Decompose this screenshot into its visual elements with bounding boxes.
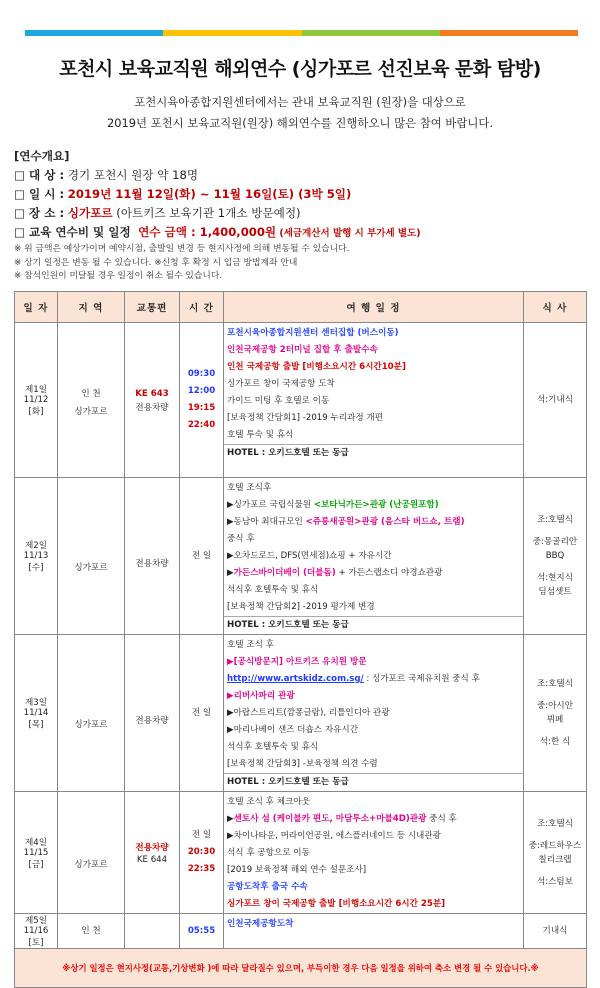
meal-cell (524, 635, 587, 792)
day-cell (15, 635, 58, 792)
header-date: 일 자 (15, 292, 58, 323)
transport-cell (125, 914, 180, 949)
header-schedule: 여 행 일 정 (224, 292, 524, 323)
plan-line: 석식후 호텔투숙 및 휴식 (227, 742, 319, 752)
region-start (58, 836, 124, 858)
date-value: 2019년 11월 12일(화) ~ 11월 16일(토) (3박 5일) (67, 187, 352, 201)
plan-line: 인천 국제공항 출발 [비행소요시간 6시간10분] (227, 362, 406, 372)
day-date: 11/16 (23, 926, 49, 936)
time-cell (180, 914, 224, 949)
day-label: 제2일 (24, 541, 48, 551)
day-dow: [금] (28, 859, 44, 870)
time-cell (180, 635, 224, 792)
time-value: 19:15 (187, 403, 216, 413)
day-dow: [수] (28, 563, 44, 573)
overview-heading: [연수개요] (14, 149, 70, 163)
intro-line: 포천시육아종합지원센터에서는 관내 보육교직원 (원장)을 대상으로 (134, 95, 466, 109)
plan-line: 공항도착후 출국 수속 (227, 882, 308, 892)
transport-flight: 전용차량 (135, 842, 169, 853)
table-row (15, 478, 587, 635)
plan-line: ▶차이나타운, 머라이언공원, 에스플러네이드 등 시내관광 (227, 831, 441, 841)
table-row (15, 323, 587, 478)
cost-value: 연수 금액 : 1,400,000원 (138, 225, 277, 239)
plan-line: 인천국제공항 2터미널 집합 후 출발수속 (227, 345, 378, 355)
meal-text (524, 831, 586, 839)
day-date: 11/13 (23, 551, 49, 561)
plan-line: ▶싱가포르 국립식물원 <보타닉가든>관광 (난공원포함) (227, 500, 439, 510)
cost-label: □ 교육 연수비 및 일정 (14, 225, 131, 239)
transport-bus: 전용차량 (135, 403, 169, 413)
transport-cell (125, 792, 180, 914)
hotel-line: HOTEL : 오키드호텔 또는 동급 (224, 616, 523, 634)
plan-line: ▶센토사 섬 (케이블카 편도, 마담투소+마블4D)관광 중식 후 (227, 814, 457, 824)
plan-cell (224, 323, 524, 478)
meal-text: 딤섬셋트 (538, 587, 572, 597)
plan-line: 호텔 조식후 (227, 483, 272, 493)
overview-section (14, 148, 594, 284)
transport-bus: 전용차량 (135, 559, 169, 569)
table-row (15, 914, 587, 949)
target-row (14, 166, 594, 185)
color-bar-orange (440, 30, 578, 36)
time-cell (180, 478, 224, 635)
region-cell (58, 792, 125, 914)
color-bar-blue (25, 30, 163, 36)
plan-line: ▶가든스바이더베이 (더블돔) + 가든스랩소디 야경쇼관광 (227, 568, 443, 578)
meal-text: BBQ (545, 551, 565, 561)
region-cell (58, 635, 125, 792)
header-region: 지 역 (58, 292, 125, 323)
meal-text: 석:한 식 (539, 737, 571, 747)
plan-line: ▶동남아 최대규모인 <쥬롱새공원>관광 (음스타 버드쇼, 트램) (227, 517, 465, 527)
target-label: □ 대 상 : (14, 168, 65, 182)
day-label: 제3일 (24, 698, 48, 708)
cost-note: (세금계산서 발행 시 부가세 별도) (276, 228, 421, 239)
meal-text: 칠리크랩 (538, 854, 572, 865)
meal-text: 기내식 (542, 926, 568, 936)
plan-line: 호텔 조식 후 체크아웃 (227, 797, 310, 807)
time-cell (180, 323, 224, 478)
region-end: 싱가포르 (74, 407, 108, 417)
meal-cell (524, 914, 587, 949)
notes (14, 243, 594, 284)
meal-text: 중:레드하우스 (528, 840, 582, 851)
itinerary-table (14, 291, 587, 988)
region-start (58, 696, 124, 718)
header-meal: 식 사 (524, 292, 587, 323)
color-bar (25, 30, 578, 36)
header-transport: 교통편 (125, 292, 180, 323)
footer-row (15, 949, 587, 988)
transport-flight (125, 543, 179, 557)
time-value: 09:30 (187, 369, 216, 379)
time-value: 05:55 (187, 925, 216, 936)
time-value: 22:40 (187, 420, 216, 430)
day-label: 제1일 (24, 385, 48, 395)
region-end: 싱가포르 (74, 563, 108, 573)
meal-text: 중:몽골리안 (532, 537, 578, 547)
region-start: 인 천 (81, 389, 101, 399)
page-title: 포천시 보육교직원 해외연수 (싱가포르 선진보육 문화 탐방) (59, 58, 541, 80)
meal-text (524, 527, 586, 535)
hotel-line: HOTEL : 오키드호텔 또는 동급 (224, 444, 523, 462)
place-row (14, 204, 594, 223)
intro-text (0, 92, 600, 134)
transport-flight (125, 924, 179, 938)
plan-line: 호텔 투숙 및 휴식 (227, 430, 294, 440)
day-label: 제4일 (24, 837, 48, 848)
meal-text (524, 691, 586, 699)
region-start (58, 539, 124, 561)
target-value: 경기 포천시 원장 약 18명 (67, 168, 199, 182)
region-cell (58, 478, 125, 635)
meal-text: 조:호텔식 (536, 515, 574, 525)
plan-line: 석식 후 공항으로 이동 (227, 848, 310, 858)
region-end: 싱가포르 (74, 859, 108, 870)
table-row (15, 792, 587, 914)
region-cell (58, 914, 125, 949)
place-label: □ 장 소 : (14, 206, 65, 220)
intro-line: 2019년 포천시 보육교직원(원장) 해외연수를 진행하오니 많은 참여 바랍니다. (107, 116, 493, 130)
day-cell (15, 914, 58, 949)
plan-line: 포천시육아종합지원센터 센터집합 (버스이동) (227, 328, 399, 338)
plan-cell (224, 478, 524, 635)
transport-cell (125, 478, 180, 635)
meal-text (524, 727, 586, 735)
meal-text: 석:스팀보 (536, 876, 574, 887)
plan-cell (224, 635, 524, 792)
plan-line: ▶[공식방문지] 아트키즈 유치원 방문 (227, 657, 367, 667)
plan-line: 석식후 호텔투숙 및 휴식 (227, 585, 319, 595)
transport-flight: KE 643 (135, 389, 169, 399)
place-red: 싱가포르 (67, 206, 113, 220)
plan-line: ▶마리나베이 샌즈 더숍스 자유시간 (227, 725, 359, 735)
region-end: 싱가포르 (74, 720, 108, 730)
day-cell (15, 478, 58, 635)
meal-text: 석:기내식 (536, 395, 574, 405)
color-bar-yellow (163, 30, 301, 36)
day-label: 제5일 (24, 916, 48, 926)
meal-text: 석:현지식 (536, 573, 574, 583)
plan-line: http://www.artskidz.com.sg/ : 싱가포르 국제유치원 중식 후 (227, 674, 480, 684)
day-dow: [토] (28, 938, 44, 948)
date-row (14, 185, 594, 204)
day-dow: [목] (28, 720, 44, 730)
meal-text: 중:아시안 (536, 701, 574, 711)
transport-cell (125, 323, 180, 478)
table-row (15, 635, 587, 792)
time-value: 22:35 (187, 864, 216, 874)
meal-text: 조:호텔식 (536, 679, 574, 689)
hotel-line: HOTEL : 오키드호텔 또는 동급 (224, 773, 523, 791)
meal-cell (524, 323, 587, 478)
plan-line: [보육정책 간담회2] -2019 평가제 변경 (227, 602, 375, 612)
plan-line: 싱가포르 창이 국제공항 도착 (227, 379, 335, 389)
plan-line: [보육정책 간담회1] -2019 누리과정 개편 (227, 413, 383, 423)
plan-line: 중식 후 (227, 534, 255, 544)
footer-note: ※상기 일정은 현지사정(교통,기상변화 )에 따라 달라질수 있으며, 부득이한 경우 다음 일정을 위하여 축소 변경 될 수 있습니다.※ (15, 949, 587, 988)
meal-cell (524, 478, 587, 635)
note-line: ※ 참석인원이 미달될 경우 일정이 취소 될수 있습니다. (14, 271, 223, 281)
day-date: 11/15 (23, 847, 49, 858)
plan-line: ▶아랍스트리트(깜퐁글람), 리틀인디아 관광 (227, 708, 390, 718)
time-value: 전 일 (191, 550, 212, 561)
plan-line: ▶오차드로드, DFS(면세점)쇼핑 + 자유시간 (227, 551, 392, 561)
meal-text (524, 867, 586, 875)
day-cell (15, 792, 58, 914)
time-value: 전 일 (191, 707, 212, 718)
date-label: □ 일 시 : (14, 187, 65, 201)
cost-row (14, 223, 594, 242)
plan-cell (224, 914, 524, 949)
plan-line: 호텔 조식 후 (227, 640, 274, 650)
plan-line: 싱가포르 창이 국제공항 출발 [비행소요시간 6시간 25분] (227, 899, 446, 909)
plan-line: 인천국제공항도착 (227, 919, 294, 929)
meal-text: 조:호텔식 (536, 818, 574, 829)
table-header-row (15, 292, 587, 323)
day-date: 11/14 (23, 708, 49, 718)
transport-cell (125, 635, 180, 792)
plan-line: [2019 보육정책 해외 연수 설문조사] (227, 865, 367, 875)
plan-line: 가이드 미팅 후 호텔로 이동 (227, 396, 330, 406)
plan-line: ▶리버사파리 관광 (227, 691, 295, 701)
time-cell (180, 792, 224, 914)
transport-bus: KE 644 (136, 854, 168, 865)
place-rest: (아트키즈 보육기관 1개소 방문예정) (112, 206, 301, 220)
day-dow: [화] (28, 407, 44, 417)
note-line: ※ 위 금액은 예상가이며 예약시점, 출발일 변경 등 현지사정에 의해 변동될 수 있습니다. (14, 244, 350, 254)
meal-text: 뷔페 (546, 715, 564, 725)
transport-flight (125, 700, 179, 714)
note-line: ※ 상기 일정은 변동 될 수 있습니다. ※신청 후 확정 시 입금 방법계좌 안내 (14, 257, 298, 268)
day-date: 11/12 (23, 395, 49, 405)
header-time: 시 간 (180, 292, 224, 323)
transport-bus: 전용차량 (135, 716, 169, 726)
plan-line: [보육정책 간담회3] -보육정책 의견 수렴 (227, 759, 378, 769)
region-cell (58, 323, 125, 478)
time-value: 12:00 (187, 386, 216, 396)
plan-cell (224, 792, 524, 914)
region-start: 인 천 (81, 926, 101, 936)
time-value: 20:30 (187, 847, 216, 857)
meal-cell (524, 792, 587, 914)
day-cell (15, 323, 58, 478)
time-value: 전 일 (191, 830, 212, 840)
meal-text (524, 563, 586, 571)
color-bar-green (302, 30, 440, 36)
